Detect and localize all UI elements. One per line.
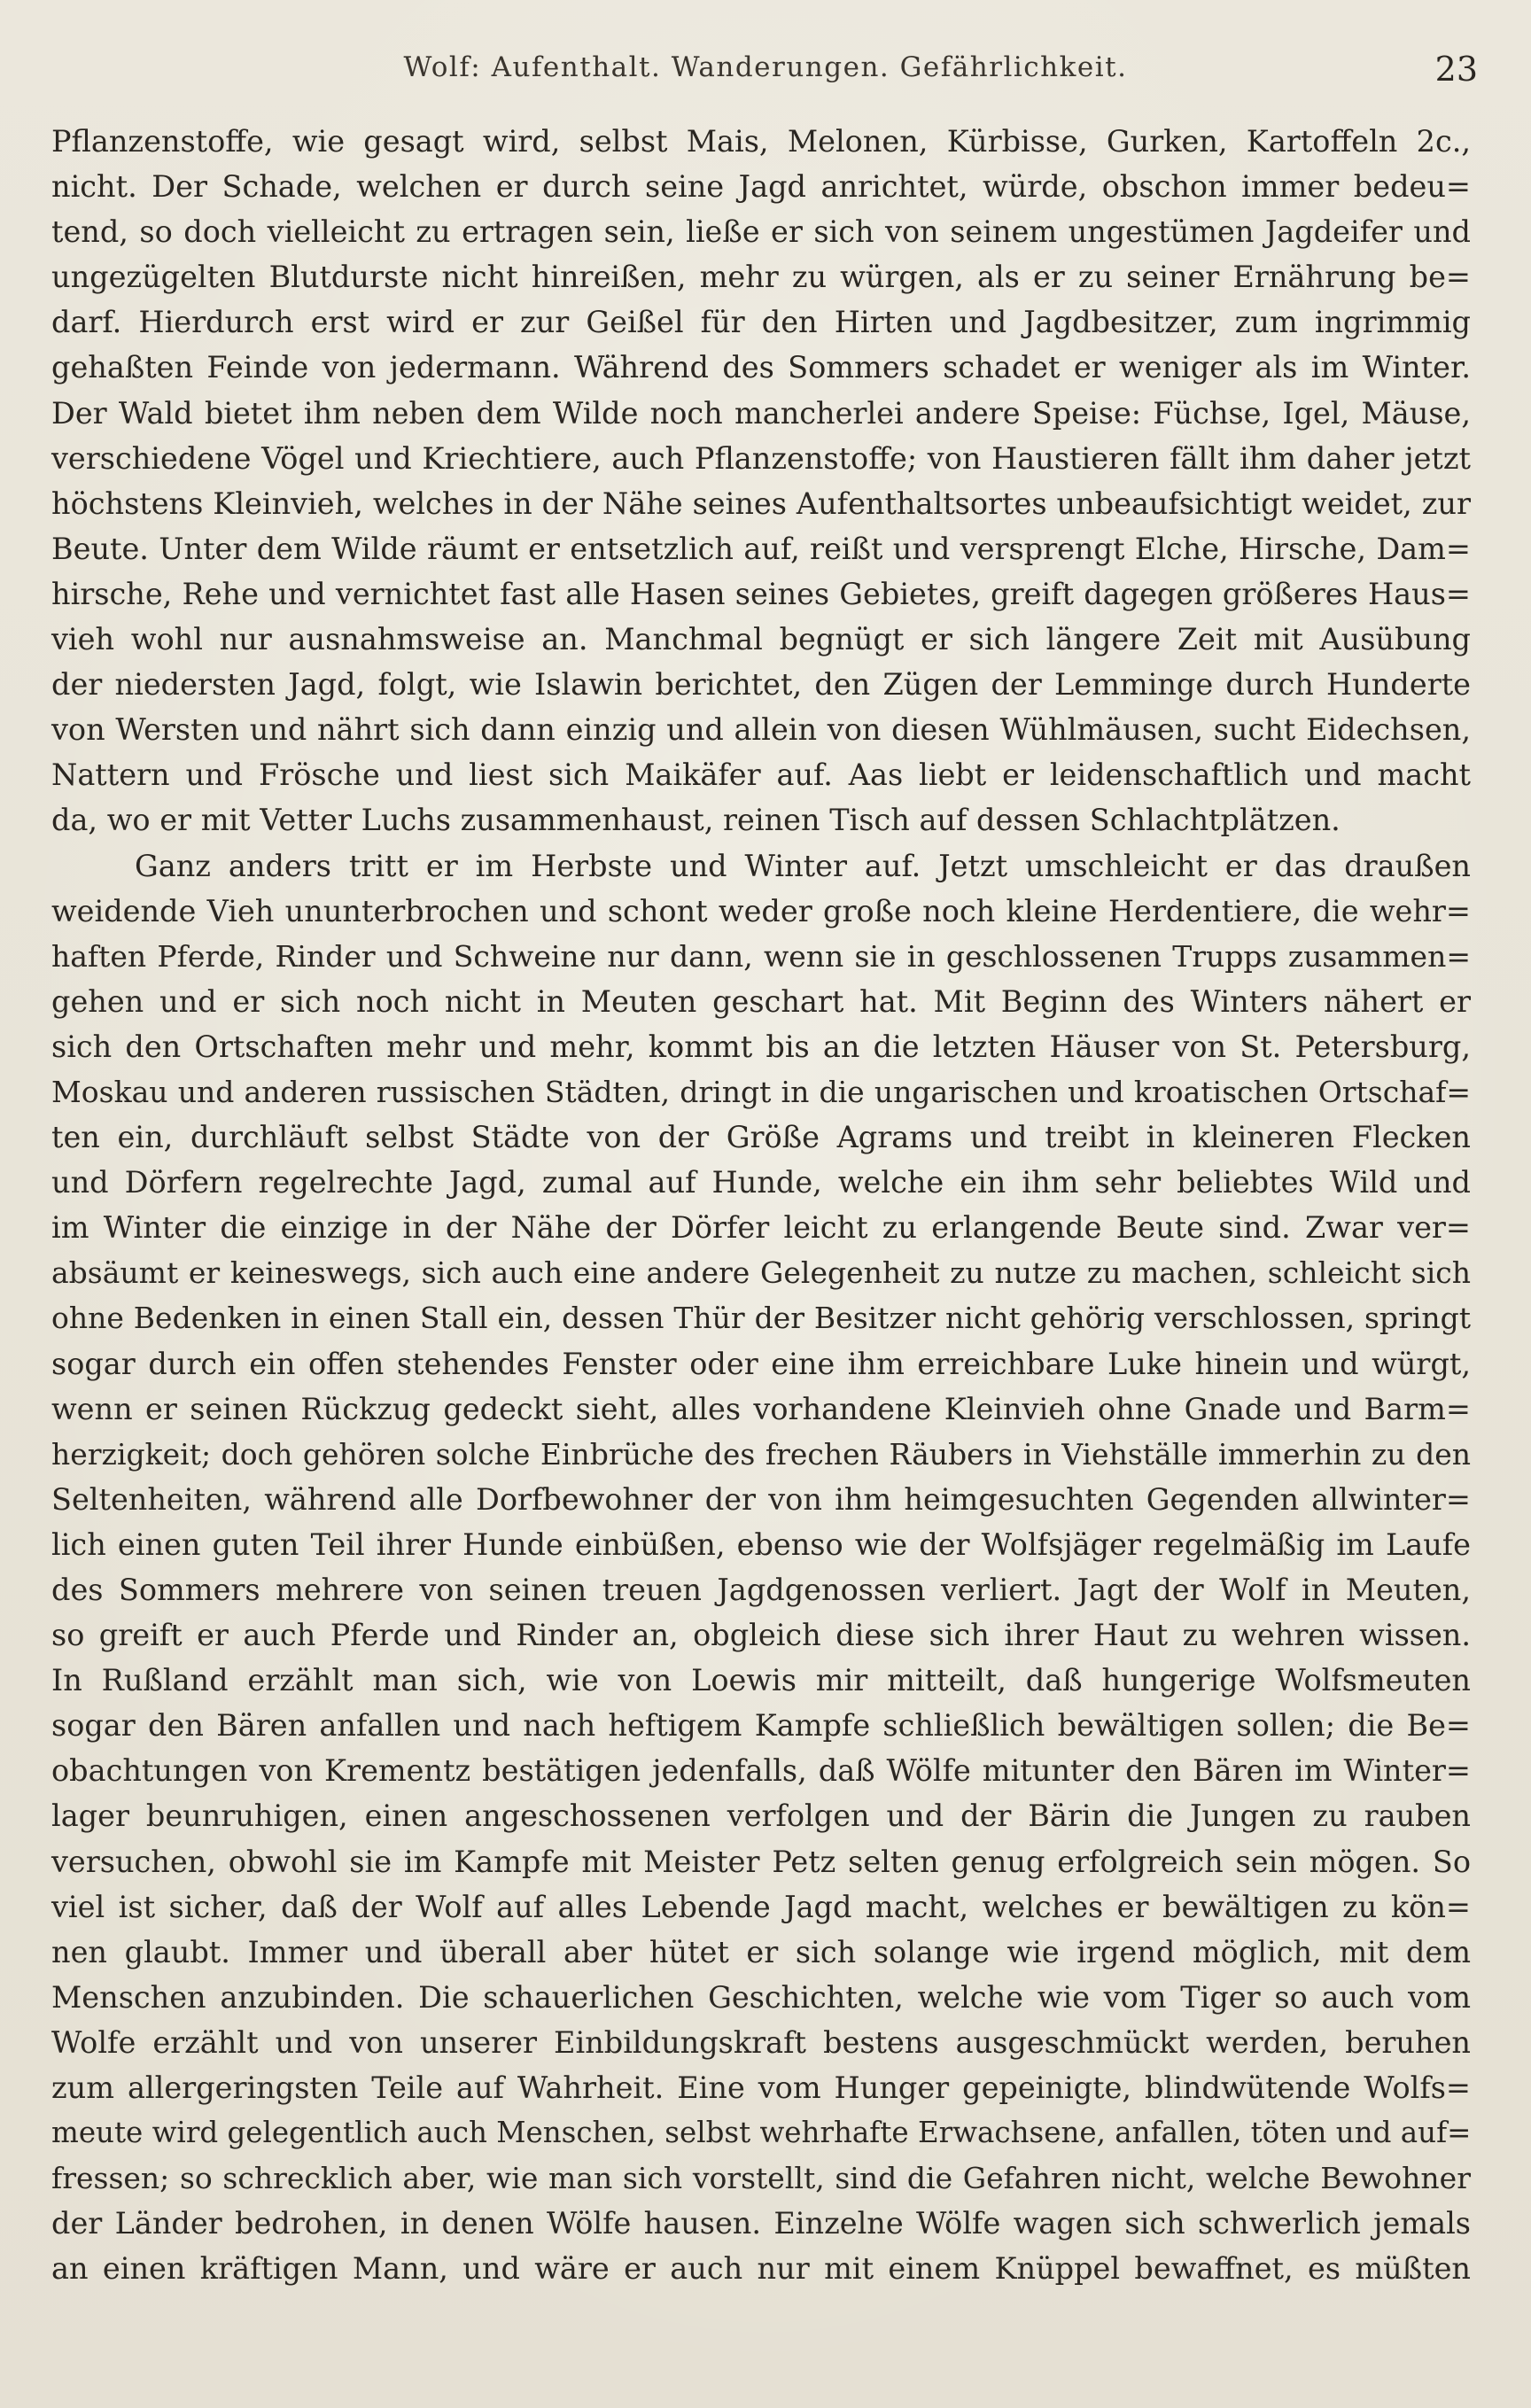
text-line: viel ist sicher, daß der Wolf auf alles Lebende Jagd macht, welches er bewältigen zu kön=	[51, 1889, 1471, 1924]
text-line: der niedersten Jagd, folgt, wie Islawin berichtet, den Zügen der Lemminge durch Hunderte	[51, 667, 1471, 703]
text-line: Nattern und Frösche und liest sich Maikäfer auf. Aas liebt er leidenschaftlich und macht	[51, 757, 1471, 793]
text-line: Menschen anzubinden. Die schauerlichen Geschichten, welche wie vom Tiger so auch vom	[51, 1979, 1471, 2015]
paragraph	[51, 119, 1471, 843]
text-line: Pflanzenstoffe, wie gesagt wird, selbst Mais, Melonen, Kürbisse, Gurken, Kartoffeln 2c.,	[51, 124, 1471, 159]
text-line: vieh wohl nur ausnahmsweise an. Manchmal begnügt er sich längere Zeit mit Ausübung	[51, 622, 1471, 657]
text-line: versuchen, obwohl sie im Kampfe mit Meister Petz selten genug erfolgreich sein mögen. So	[51, 1844, 1471, 1879]
text-line: sogar den Bären anfallen und nach heftigem Kampfe schließlich bewältigen sollen; die Be=	[51, 1708, 1471, 1744]
page-number: 23	[1434, 50, 1478, 89]
text-line: sich den Ortschaften mehr und mehr, kommt bis an die letzten Häuser von St. Petersburg,	[51, 1029, 1471, 1064]
text-line: zum allergeringsten Teile auf Wahrheit. Eine vom Hunger gepeinigte, blindwütende Wolfs=	[51, 2070, 1471, 2106]
text-line: absäumt er keineswegs, sich auch eine andere Gelegenheit zu nutze zu machen, schleicht sich	[51, 1255, 1471, 1291]
text-line: Ganz anders tritt er im Herbste und Winter auf. Jetzt umschleicht er das draußen	[135, 848, 1471, 883]
text-line: ungezügelten Blutdurste nicht hinreißen, mehr zu würgen, als er zu seiner Ernährung be=	[51, 260, 1471, 295]
text-line: Moskau und anderen russischen Städten, dringt in die ungarischen und kroatischen Ortschaf=	[51, 1074, 1471, 1109]
running-title: Wolf: Aufenthalt. Wanderungen. Gefährlichkeit.	[403, 51, 1128, 83]
text-line: wenn er seinen Rückzug gedeckt sieht, alles vorhandene Kleinvieh ohne Gnade und Barm=	[51, 1391, 1471, 1426]
running-head	[53, 51, 1478, 105]
text-line: von Wersten und nährt sich dann einzig und allein von diesen Wühlmäusen, sucht Eidechsen,	[51, 712, 1471, 748]
text-line: herzigkeit; doch gehören solche Einbrüche des frechen Räubers in Viehställe immerhin zu den	[51, 1436, 1471, 1472]
text-line: nen glaubt. Immer und überall aber hütet er sich solange wie irgend möglich, mit dem	[51, 1934, 1471, 1969]
text-line: höchstens Kleinvieh, welches in der Nähe seines Aufenthaltsortes unbeaufsichtigt weidet, zur	[51, 485, 1471, 521]
text-line: ten ein, durchläuft selbst Städte von der Größe Agrams und treibt in kleineren Flecken	[51, 1120, 1471, 1155]
text-line: nicht. Der Schade, welchen er durch seine Jagd anrichtet, würde, obschon immer bedeu=	[51, 169, 1471, 205]
text-line: da, wo er mit Vetter Luchs zusammenhaust, reinen Tisch auf dessen Schlachtplätzen.	[51, 803, 1341, 838]
text-line: In Rußland erzählt man sich, wie von Loewis mir mitteilt, daß hungerige Wolfsmeuten	[51, 1663, 1471, 1698]
text-line: der Länder bedrohen, in denen Wölfe hausen. Einzelne Wölfe wagen sich schwerlich jemals	[51, 2206, 1471, 2241]
text-line: darf. Hierdurch erst wird er zur Geißel für den Hirten und Jagdbesitzer, zum ingrimmig	[51, 305, 1471, 340]
text-line: Der Wald bietet ihm neben dem Wilde noch mancherlei andere Speise: Füchse, Igel, Mäuse,	[51, 395, 1471, 431]
text-line: an einen kräftigen Mann, und wäre er auch nur mit einem Knüppel bewaffnet, es müßten	[51, 2251, 1471, 2287]
text-line: gehaßten Feinde von jedermann. Während des Sommers schadet er weniger als im Winter.	[51, 350, 1471, 385]
text-line: im Winter die einzige in der Nähe der Dörfer leicht zu erlangende Beute sind. Zwar ver=	[51, 1210, 1471, 1246]
text-line: lich einen guten Teil ihrer Hunde einbüßen, ebenso wie der Wolfsjäger regelmäßig im Laufe	[51, 1526, 1471, 1562]
text-line: Wolfe erzählt und von unserer Einbildungskraft bestens ausgeschmückt werden, beruhen	[51, 2024, 1471, 2060]
text-line: des Sommers mehrere von seinen treuen Jagdgenossen verliert. Jagt der Wolf in Meuten,	[51, 1573, 1471, 1607]
text-line: hirsche, Rehe und vernichtet fast alle Hasen seines Gebietes, greift dagegen größeres Haus=	[51, 576, 1471, 611]
paragraph	[51, 843, 1471, 2292]
text-line: haften Pferde, Rinder und Schweine nur dann, wenn sie in geschlossenen Trupps zusammen=	[51, 938, 1471, 974]
text-line: ohne Bedenken in einen Stall ein, dessen Thür der Besitzer nicht gehörig verschlossen, springt	[51, 1301, 1471, 1336]
text-line: obachtungen von Krementz bestätigen jedenfalls, daß Wölfe mitunter den Bären im Winter=	[51, 1753, 1471, 1789]
text-line: fressen; so schrecklich aber, wie man sich vorstellt, sind die Gefahren nicht, welche Bewohner	[51, 2161, 1471, 2196]
text-line: gehen und er sich noch nicht in Meuten geschart hat. Mit Beginn des Winters nähert er	[51, 983, 1471, 1019]
text-line: weidende Vieh ununterbrochen und schont weder große noch kleine Herdentiere, die wehr=	[51, 893, 1471, 928]
text-line: meute wird gelegentlich auch Menschen, selbst wehrhafte Erwachsene, anfallen, töten und auf=	[51, 2116, 1472, 2150]
body-text	[51, 119, 1471, 2292]
text-line: sogar durch ein offen stehendes Fenster oder eine ihm erreichbare Luke hinein und würgt,	[51, 1346, 1471, 1381]
text-line: und Dörfern regelrechte Jagd, zumal auf Hunde, welche ein ihm sehr beliebtes Wild und	[51, 1165, 1471, 1200]
text-line: so greift er auch Pferde und Rinder an, obgleich diese sich ihrer Haut zu wehren wissen.	[51, 1618, 1471, 1653]
text-line: Seltenheiten, während alle Dorfbewohner der von ihm heimgesuchten Gegenden allwinter=	[51, 1481, 1471, 1517]
text-line: verschiedene Vögel und Kriechtiere, auch Pflanzenstoffe; von Haustieren fällt ihm daher jetzt	[51, 440, 1471, 476]
text-line: tend, so doch vielleicht zu ertragen sein, ließe er sich von seinem ungestümen Jagdeifer und	[51, 214, 1471, 250]
text-line: Beute. Unter dem Wilde räumt er entsetzlich auf, reißt und versprengt Elche, Hirsche, Dam=	[51, 531, 1471, 566]
text-line: lager beunruhigen, einen angeschossenen verfolgen und der Bärin die Jungen zu rauben	[51, 1798, 1471, 1834]
